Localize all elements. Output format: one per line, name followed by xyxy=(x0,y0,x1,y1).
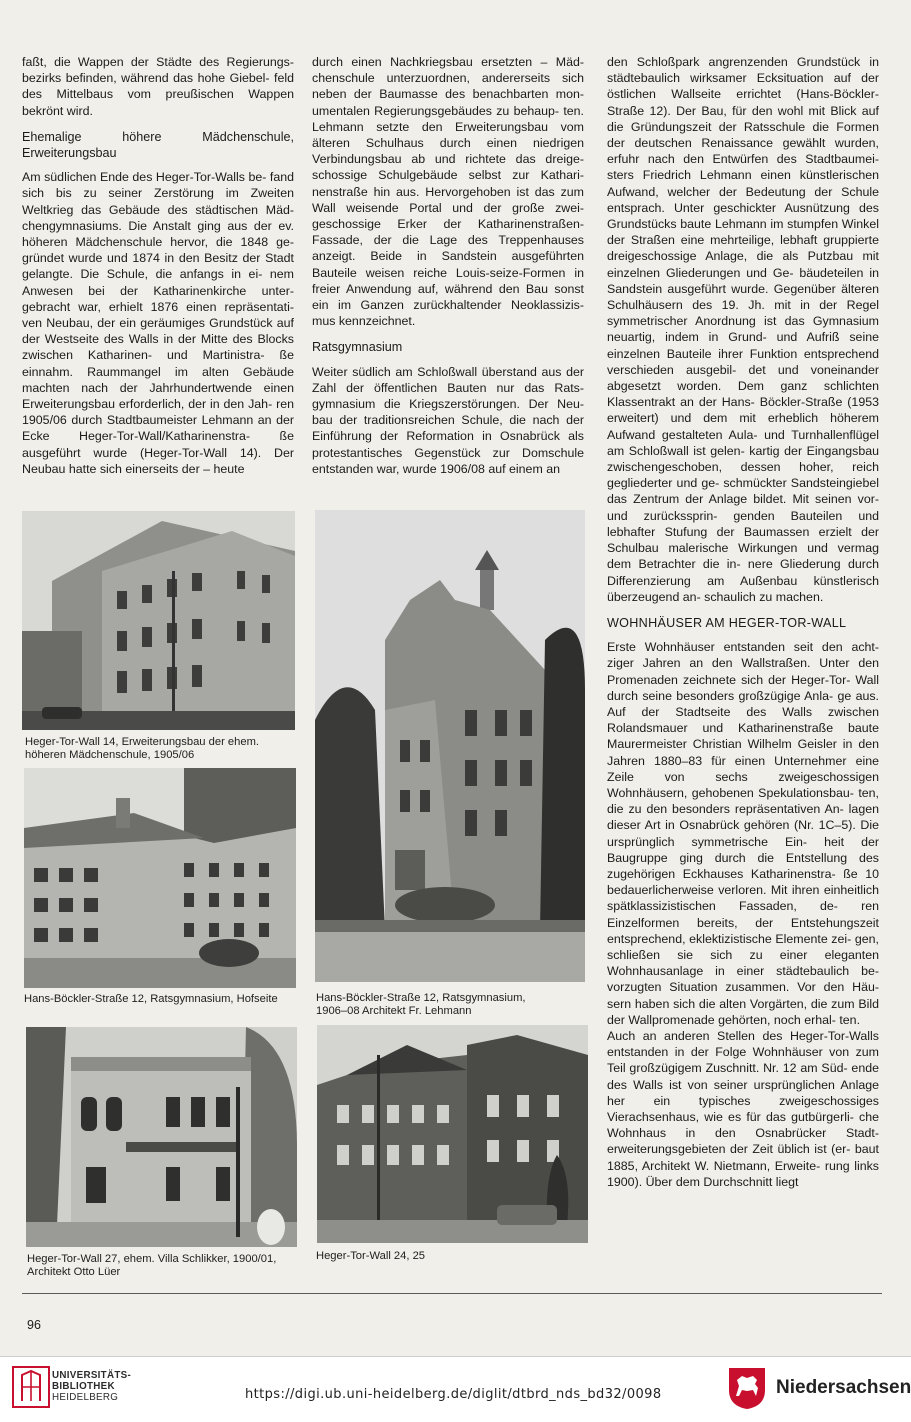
library-line: UNIVERSITÄTS- xyxy=(52,1370,132,1381)
photo-ratsgymnasium-hofseite xyxy=(24,768,296,988)
photo-ratsgymnasium-front xyxy=(315,510,585,982)
paragraph: Erste Wohnhäuser entstanden seit den acht- ziger Jahren an den Wallstraßen. Unter den Promenaden zeichnete sich der Heger-Tor- Wall durch seine besonders großzügige Anla- ge aus. Auf der Stadtseite des Walls zwischen Rolandsmauer und Katharinenstraße baute Maurermeister Christian Wilhelm Geisler in den Jahren 1880–83 für einen Unternehmer eine Zeile von sechs zweigeschossigen Wohnhäusern, gehobenen Spekulationsbau- ten, die zu den besonders repräsentativen An- lagen dieser Art in Osnabrück gehören (Nr. 1C–5). Die ursprünglich symmetrische Ein- heit der Baugruppe ging durch die Entstellung des zugehörigen Eckhauses Katharinenstra- ße 10 bedauerlicherweise verloren. Mit ihren einheitlich spätklassizistischen Fassaden, de- ren Einzelformen bereits, der Entstehungszeit entsprechend, eklektizistische Elemente zei- gen, schließen sie sich zu einer eleganten Wohnhausanlage in einer städtebaulich be- vorzugten Situation zusammen. Vor den Häu- sern haben sich die alten Vorgärten, die zum Bild der Wallpromenade gehörten, noch erhal- ten. xyxy=(607,640,879,1027)
state-name: Niedersachsen xyxy=(776,1377,911,1398)
library-line: BIBLIOTHEK xyxy=(52,1381,115,1392)
footer-bar xyxy=(0,1356,911,1422)
photo-villa-schlikker xyxy=(26,1027,297,1247)
photo-caption: Hans-Böckler-Straße 12, Ratsgymnasium, 1906–08 Architekt Fr. Lehmann xyxy=(316,992,526,1018)
text-column-middle xyxy=(312,54,584,477)
paragraph: den Schloßpark angrenzenden Grundstück in städtebaulich wirksamer Ecksituation auf der östlichen Wallseite errichtet (Hans-Böckler- Straße 12). Der Bau, für den wohl mit Blick auf die Gründungszeit der Ratsschule die Formen der deutschen Renaissance gewählt wurden, erfuhr nach den Entwürfen des Stadtbaumei- sters Friedrich Lehmann einen künstlerischen Aufwand, welcher der Bedeutung der Schule entsprach. Unter geschickter Ausnützung des Grundstücks baute Lehmann im stumpfen Winkel der Straßen eine mehrteilige, lebhaft gruppierte dreigeschossige Anlage, die als Putzbau mit einzelnen Gliederungen und Ge- bäudeteilen in Sandstein ausgeführt wurde. Gegenüber älteren Schulhäusern des 19. Jh. mit in der Regel symmetrischer Anordnung ist das Gymnasium neuartig, indem in Grund- und Aufriß seine einzelnen Bauteile ihrer Funktion entsprechend verschieden ausgebil- det und voneinander abgesetzt worden. Dem ganz schlichten Klassentrakt an der Hans- Böckler-Straße (1953 erweitert) und dem mit erheblich höherem Aufwand gestalteten Aula- und Turnhallenflügel am Schloßwall ist gelen- kartig der Eingangsbau zwischengeschoben, dessen hoher, reich gegliederter und ge- schmückter Sandsteingiebel das Zentrum der Anlage bildet. Mit seinen vor- und zurückssprin- genden Bauteilen und lebhafter Stufung der Baumassen erzielt der Schulbau malerische Wirkungen und vermag dem Betrachter die in- nere Gliederung durch Differenzierung am Außenbau künstlerisch überzeugend an- schaulich zu machen. xyxy=(607,55,879,604)
university-library-logo-icon[interactable] xyxy=(10,1365,52,1409)
photo-caption: Heger-Tor-Wall 14, Erweiterungsbau der ehem. höheren Mädchenschule, 1905/06 xyxy=(25,736,260,762)
photo-caption: Heger-Tor-Wall 27, ehem. Villa Schlikker, 1900/01, Architekt Otto Lüer xyxy=(27,1253,277,1279)
paragraph: Weiter südlich am Schloßwall überstand aus der Zahl der öffentlichen Bauten nur das Rats- gymnasium die Kriegszerstörungen. Der Neu- bau der traditionsreichen Schule, die nach der Einführung der Reformation in Osnabrück als protestantisches Gegenstück zur Domschule entstanden war, wurde 1906/08 auf einem an xyxy=(312,364,584,476)
section-heading: WOHNHÄUSER AM HEGER-TOR-WALL xyxy=(607,615,847,630)
photo-caption: Hans-Böckler-Straße 12, Ratsgymnasium, Hofseite xyxy=(24,993,278,1005)
niedersachsen-horse-icon[interactable] xyxy=(727,1366,767,1410)
section-heading: Ehemalige höhere Mädchenschule, Erweiterungsbau xyxy=(22,129,294,161)
text-column-left xyxy=(22,54,294,477)
page-rule xyxy=(22,1293,882,1294)
paragraph: Auch an anderen Stellen des Heger-Tor-Walls entstanden in der Folge Wohnhäuser von zum Teil großzügigem Zuschnitt. Nr. 12 am Süd- ende des Walls ist von seiner ursprünglichen Anlage her ein typisches zweigeschossiges Vierachsenhaus, wie es für das gutbürgerli- che Wohnhaus in den Osnabrücker Stadt- erweiterungsgebieten der Zeit üblich ist (er- baut 1885, Architekt W. Nietmann, Erweite- rung links 1900). Über dem Durchschnitt liegt xyxy=(607,1028,879,1189)
paragraph: faßt, die Wappen der Städte des Regierungs- bezirks befinden, während das hohe Giebel- feld des Mittelbaus vom preußischen Wappen bekrönt wird. xyxy=(22,55,294,118)
library-line: HEIDELBERG xyxy=(52,1392,119,1403)
paragraph: durch einen Nachkriegsbau ersetzten – Mäd- chenschule unterzuordnen, andererseits sich neben der Baumasse des benachbarten mon- umentalen Regierungsgebäudes zu behaup- ten. Lehmann setzte den Erweiterungsbau vom älteren Schulhaus durch einen niedrigen Verbindungsbau ab und richtete das dreige- schossige Schulgebäude selbst zur Kathari- nenstraße hin aus. Hervorgehoben ist das zum Wall weisende Portal und der große zwei- geschossige Erker der Katharinenstraßen- Fassade, der die Lage des Treppenhauses anzeigt. Beide in Sandstein ausgeführten Bauteile weisen reiche Louis-seize-Formen in freier Anwendung auf, während den Bau sonst ein im Ganzen zurückhaltender Neoklassizis- mus kennzeichnet. xyxy=(312,55,584,329)
photo-heger-tor-wall-24-25 xyxy=(317,1025,588,1243)
text-column-right xyxy=(607,54,879,1190)
section-heading: Ratsgymnasium xyxy=(312,340,403,355)
photo-caption: Heger-Tor-Wall 24, 25 xyxy=(316,1250,426,1262)
source-url-link[interactable]: https://digi.ub.uni-heidelberg.de/diglit/dtbrd_nds_bd32/0098 xyxy=(245,1387,662,1402)
page-number: 96 xyxy=(27,1318,41,1332)
photo-heger-tor-wall-14 xyxy=(22,511,295,730)
paragraph: Am südlichen Ende des Heger-Tor-Walls be- fand sich bis zu seiner Zerstörung im Zweiten Weltkrieg das Gebäude des städtischen Mäd- chengymnasiums. Die Anstalt ging aus der ev. höheren Mädchenschule hervor, die 1848 ge- gründet wurde und 1874 in den Besitz der Stadt gelangte. Die Schule, die anfangs in ei- nem Anwesen bei der Katharinenkirche unter- gebracht war, erhielt 1876 einen repräsentati- ven Neubau, der ein geräumiges Grundstück auf der Westseite des Walls in der Mitte des Blocks zwischen Katharinen- und Martinistra- ße einnahm. Raummangel im alten Gebäude machten nach der Jahrhundertwende einen Erweiterungsbau erforderlich, der in den Jah- ren 1905/06 durch Stadtbaumeister Lehmann an der Ecke Heger-Tor-Wall/Katharinenstra- ße ausgeführt wurde (Heger-Tor-Wall 14). Der Neubau hatte sich einerseits der – heute xyxy=(22,170,294,476)
university-library-name xyxy=(52,1370,131,1403)
